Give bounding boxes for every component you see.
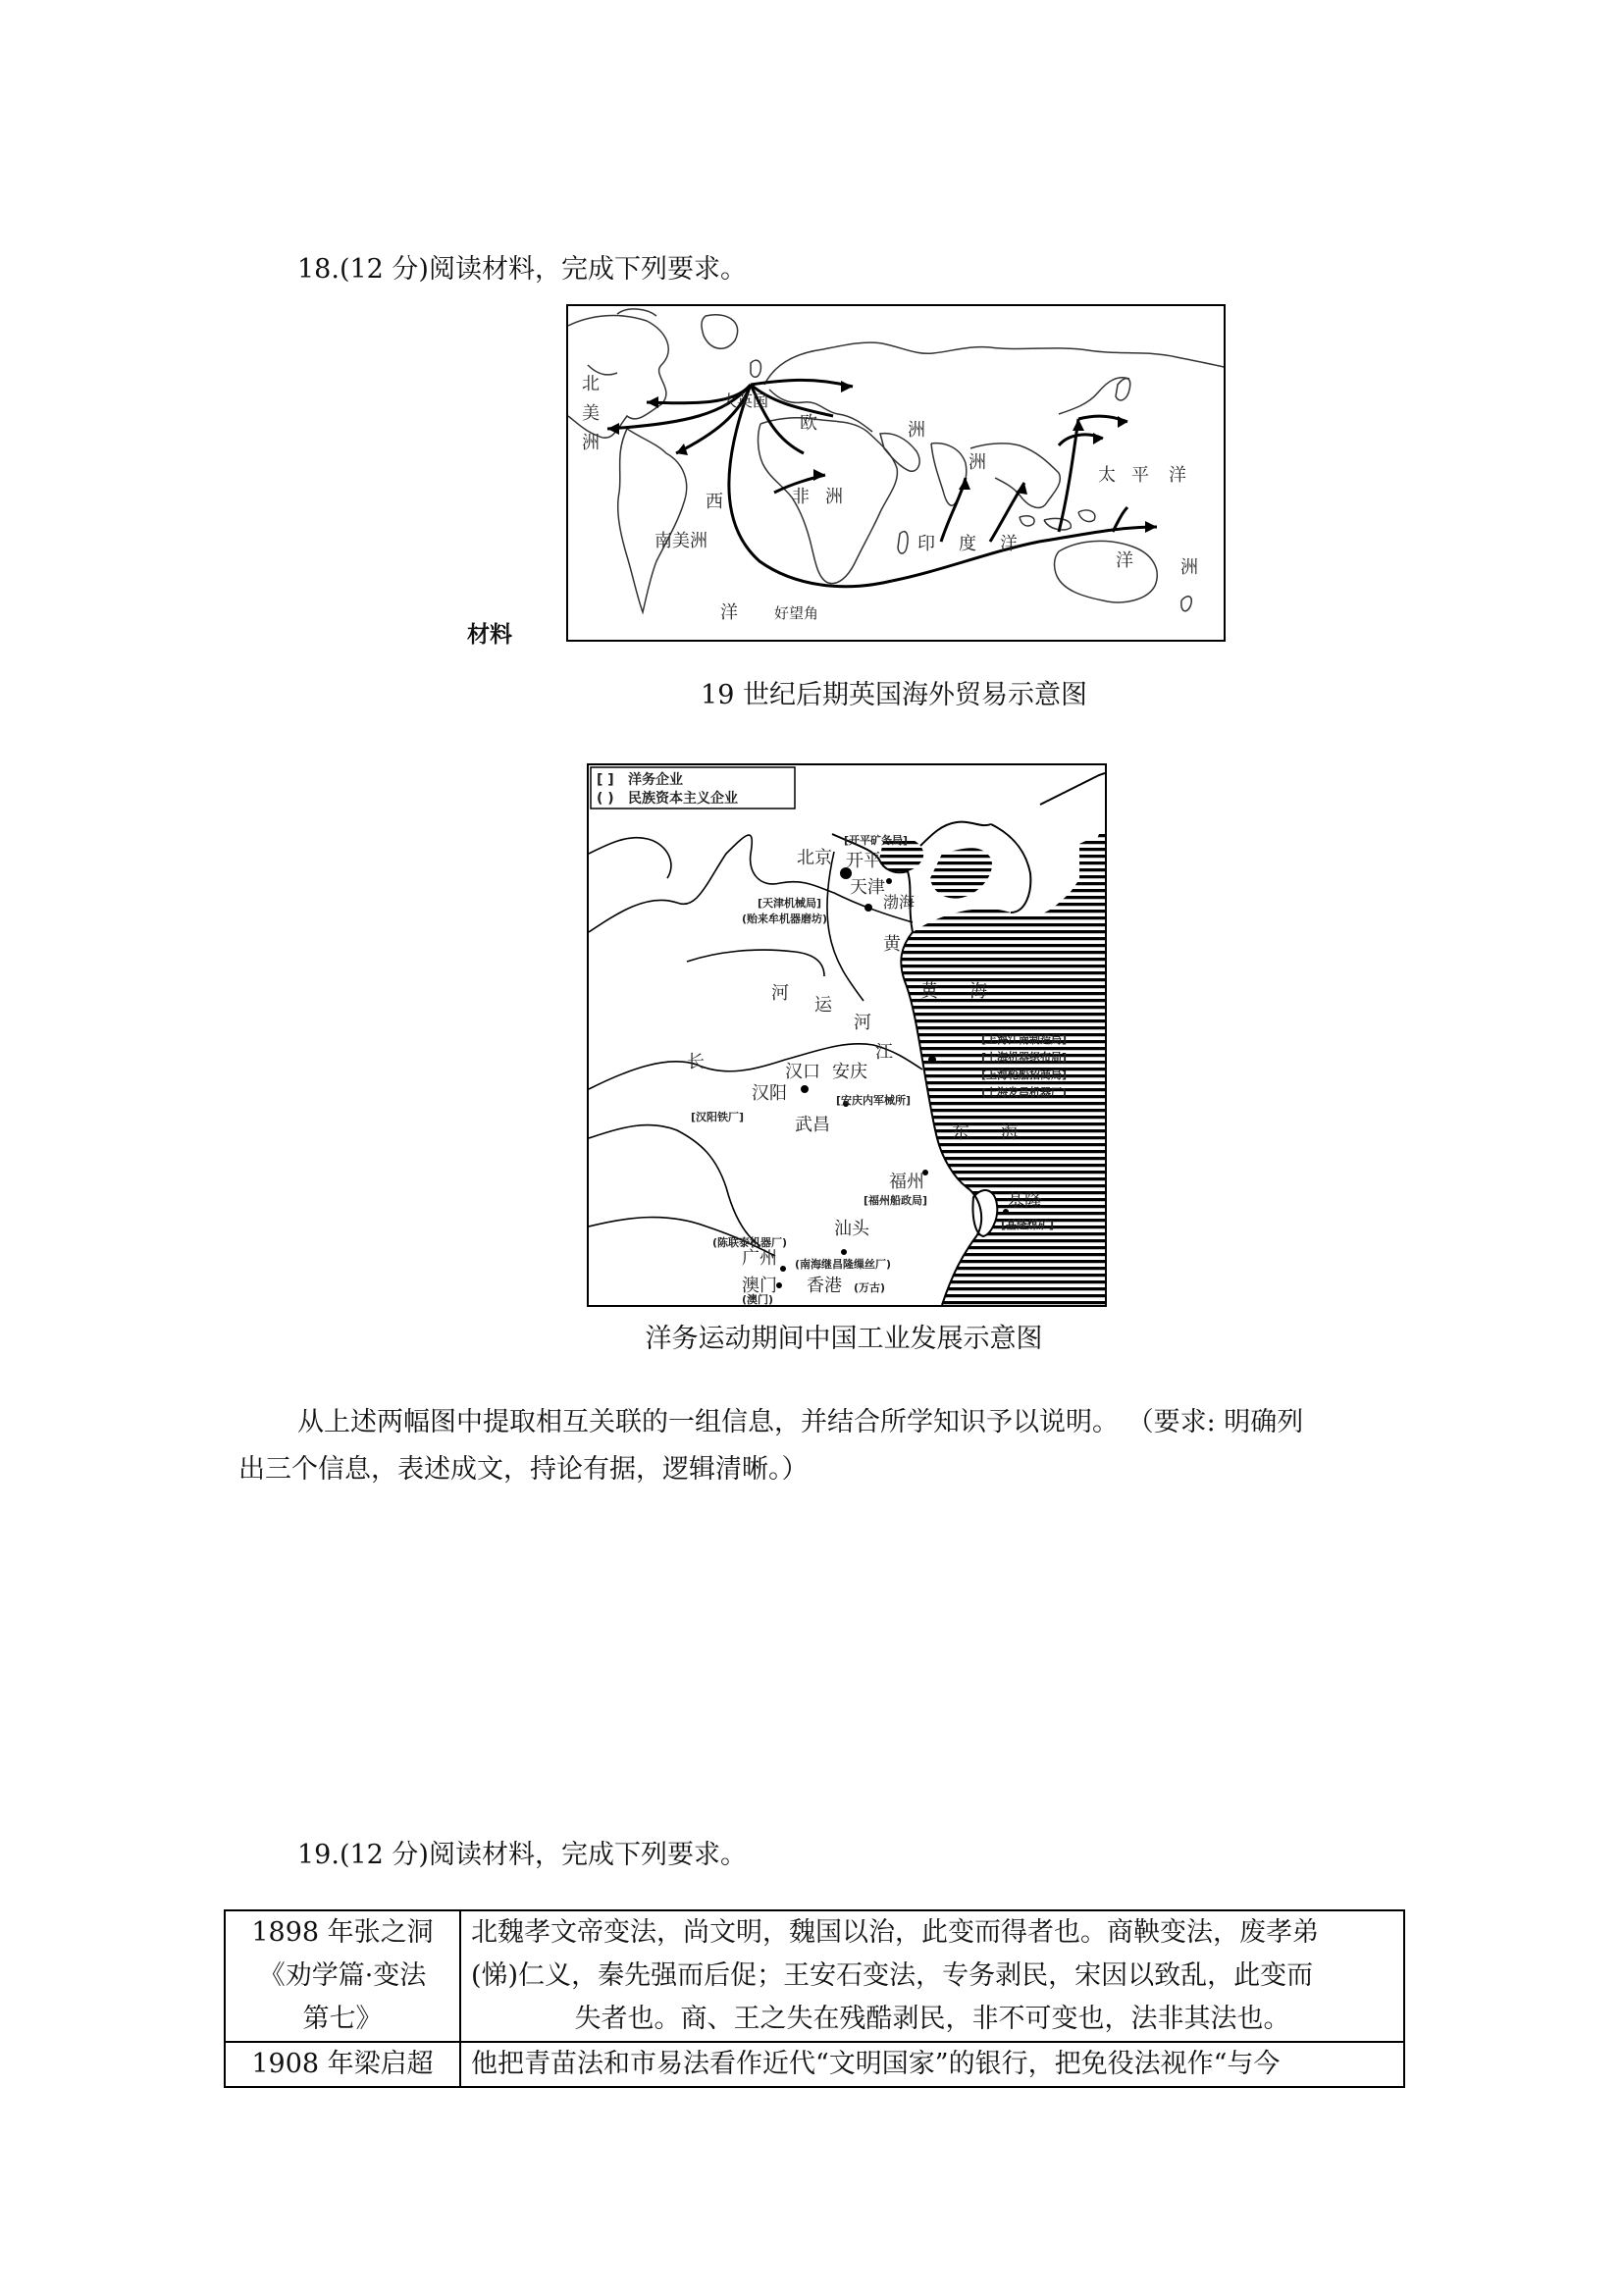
map1-label-south-america: 南美洲: [654, 531, 707, 551]
text-line: 北魏孝文帝变法，尚文明，魏国以治，此变而得者也。商鞅变法，废孝弟: [471, 1917, 1319, 1948]
trade-routes: [607, 380, 1157, 586]
table-cell-source: [225, 1910, 460, 2042]
place-bohai: 渤海: [883, 893, 916, 912]
place-hankou: 汉口: [785, 1062, 820, 1082]
place-yangtze-2: 江: [875, 1042, 893, 1063]
place-hanyang: 汉阳: [752, 1083, 787, 1104]
source-line: 第七》: [302, 2004, 383, 2034]
q18-requirement-line1: 从上述两幅图中提取相互关联的一组信息，并结合所学知识予以说明。 （要求: 明确列: [297, 1407, 1304, 1437]
source-line: 《劝学篇·变法: [258, 1960, 427, 1991]
place-east-sea-1: 东: [952, 1122, 969, 1143]
table-row: [225, 1910, 1404, 2042]
korea-coast: [991, 824, 1030, 913]
place-jilong: 基隆: [1007, 1191, 1042, 1212]
shantou-dot: [841, 1249, 847, 1255]
hankou-dot: [801, 1085, 809, 1093]
text-line: 失者也。商、王之失在残酷剥民，非不可变也，法非其法也。: [574, 2004, 1290, 2034]
legend-official-marker: [ ]: [597, 772, 614, 788]
q19-material-table: [224, 1909, 1405, 2088]
map1-label-north-america-1: 北: [582, 374, 600, 394]
place-beijing: 北京: [797, 848, 832, 868]
legend-private-label: 民族资本主义企业: [628, 791, 738, 807]
table-cell-text: [460, 2042, 1404, 2087]
shanghai-dot: [928, 1056, 936, 1064]
map1-label-pacific-1: 太: [1098, 465, 1116, 486]
britain-trade-map: [566, 304, 1226, 642]
map1-label-oceania-1: 洋: [1116, 550, 1133, 571]
place-macao: 澳门: [742, 1276, 777, 1296]
map2-caption: 洋务运动期间中国工业发展示意图: [645, 1324, 1043, 1354]
legend-private-marker: ( ): [597, 791, 614, 807]
ent-macao-note: (澳门): [742, 1293, 774, 1305]
map1-label-pacific-2: 平: [1131, 465, 1149, 486]
guangzhou-dot: [780, 1266, 786, 1272]
source-line: 1898 年张之洞: [251, 1917, 434, 1948]
map1-label-britain: 大英国: [721, 391, 769, 410]
korea-bay-sea: [930, 848, 992, 898]
q18-requirement: [238, 1399, 1416, 1493]
map1-label-pacific-3: 洋: [1169, 465, 1186, 486]
map1-label-north-america-3: 洲: [582, 433, 600, 453]
ent-jichanglong: (南海继昌隆缫丝厂): [795, 1258, 892, 1271]
ent-wanzhi: (万古): [854, 1281, 886, 1294]
place-tianjin: 天津: [850, 877, 885, 898]
table-cell-text: [460, 1910, 1404, 2042]
table-cell-source: [225, 2042, 460, 2087]
q19-heading: 19.(12 分)阅读材料，完成下列要求。: [297, 1840, 747, 1870]
ent-cmsnc: [上海轮船招商局]: [981, 1069, 1068, 1081]
ent-anqing-arsenal: [安庆内军械所]: [836, 1094, 912, 1107]
text-line: (悌)仁义，秦先强而后促；王安石变法，专务剥民，宋因以致乱，此变而: [471, 1960, 1314, 1991]
ent-tianjin-arsenal: [天津机械局]: [758, 897, 822, 910]
kaiping-dot: [886, 878, 892, 884]
ent-jilong-coal: [基隆煤矿]: [1001, 1219, 1055, 1231]
australia-coast: [1055, 541, 1158, 601]
q18-requirement-line2: 出三个信息，表述成文，持论有据，逻辑清晰。）: [238, 1454, 809, 1485]
source-line: 1908 年梁启超: [251, 2049, 434, 2079]
tianjin-dot: [864, 904, 872, 912]
ent-fuzhou-navy: [福州船政局]: [864, 1194, 928, 1207]
china-industry-map: [587, 763, 1107, 1307]
q18-heading: 18.(12 分)阅读材料，完成下列要求。: [297, 254, 747, 285]
place-shantou: 汕头: [834, 1219, 869, 1239]
ent-textile: [上海机器织布局]: [981, 1051, 1068, 1064]
place-yellow-sea-1: 黄: [920, 981, 938, 1002]
map1-label-africa-1: 非: [792, 487, 810, 507]
ent-fachang: (上海发昌机器厂): [981, 1086, 1068, 1099]
ent-kaiping-mine: [开平矿务局]: [844, 834, 909, 847]
place-yangtze-1: 长: [687, 1052, 705, 1072]
place-east-sea-2: 海: [1001, 1122, 1019, 1143]
place-wuchang: 武昌: [795, 1115, 830, 1135]
map1-label-atlantic-1: 西: [706, 492, 723, 512]
europe-coast: [764, 342, 1224, 385]
south-america-coast: [618, 429, 687, 612]
ent-hanyang-iron: [汉阳铁厂]: [691, 1111, 745, 1123]
ent-chenliantai: (陈联泰机器厂): [712, 1236, 788, 1249]
place-guangzhou: 广州: [742, 1248, 777, 1269]
place-canal-2: 河: [854, 1013, 871, 1033]
table-row: [225, 2042, 1404, 2087]
material-label: 材料: [467, 622, 512, 648]
map1-label-asia: 洲: [969, 452, 986, 473]
map1-label-africa-2: 洲: [825, 487, 843, 507]
map1-label-india-2: 度: [959, 534, 976, 554]
ent-jiangnan: [上海江南制造局]: [981, 1033, 1068, 1046]
greenland-coast: [702, 315, 738, 348]
britain-coast: [751, 360, 760, 377]
place-anqing: 安庆: [832, 1062, 867, 1082]
legend-official-label: 洋务企业: [628, 772, 683, 788]
ent-yilai: (贻来牟机器磨坊): [742, 913, 828, 925]
text-line: 他把青苗法和市易法看作近代“文明国家”的银行，把免役法视作“与今: [471, 2049, 1281, 2079]
place-yellow-sea-2: 海: [969, 981, 987, 1002]
map1-label-cape: 好望角: [774, 604, 819, 622]
map1-label-europe-1: 欧: [800, 413, 817, 434]
place-fuzhou: 福州: [889, 1172, 924, 1192]
place-hongkong: 香港: [807, 1276, 842, 1296]
map1-label-atlantic-2: 洋: [720, 602, 738, 623]
place-huanghe-1: 黄: [883, 934, 901, 955]
place-kaiping: 开平: [846, 851, 881, 871]
place-canal-1: 运: [814, 995, 832, 1016]
map1-label-india-3: 洋: [1000, 534, 1018, 554]
map1-label-india-1: 印: [917, 534, 935, 554]
japan-coast: [1040, 773, 1105, 805]
map1-label-north-america-2: 美: [582, 403, 600, 424]
map1-label-oceania-2: 洲: [1180, 557, 1198, 578]
place-huanghe-2: 河: [771, 983, 789, 1004]
map1-caption: 19 世纪后期英国海外贸易示意图: [701, 680, 1087, 710]
map1-label-europe-2: 洲: [908, 420, 925, 441]
